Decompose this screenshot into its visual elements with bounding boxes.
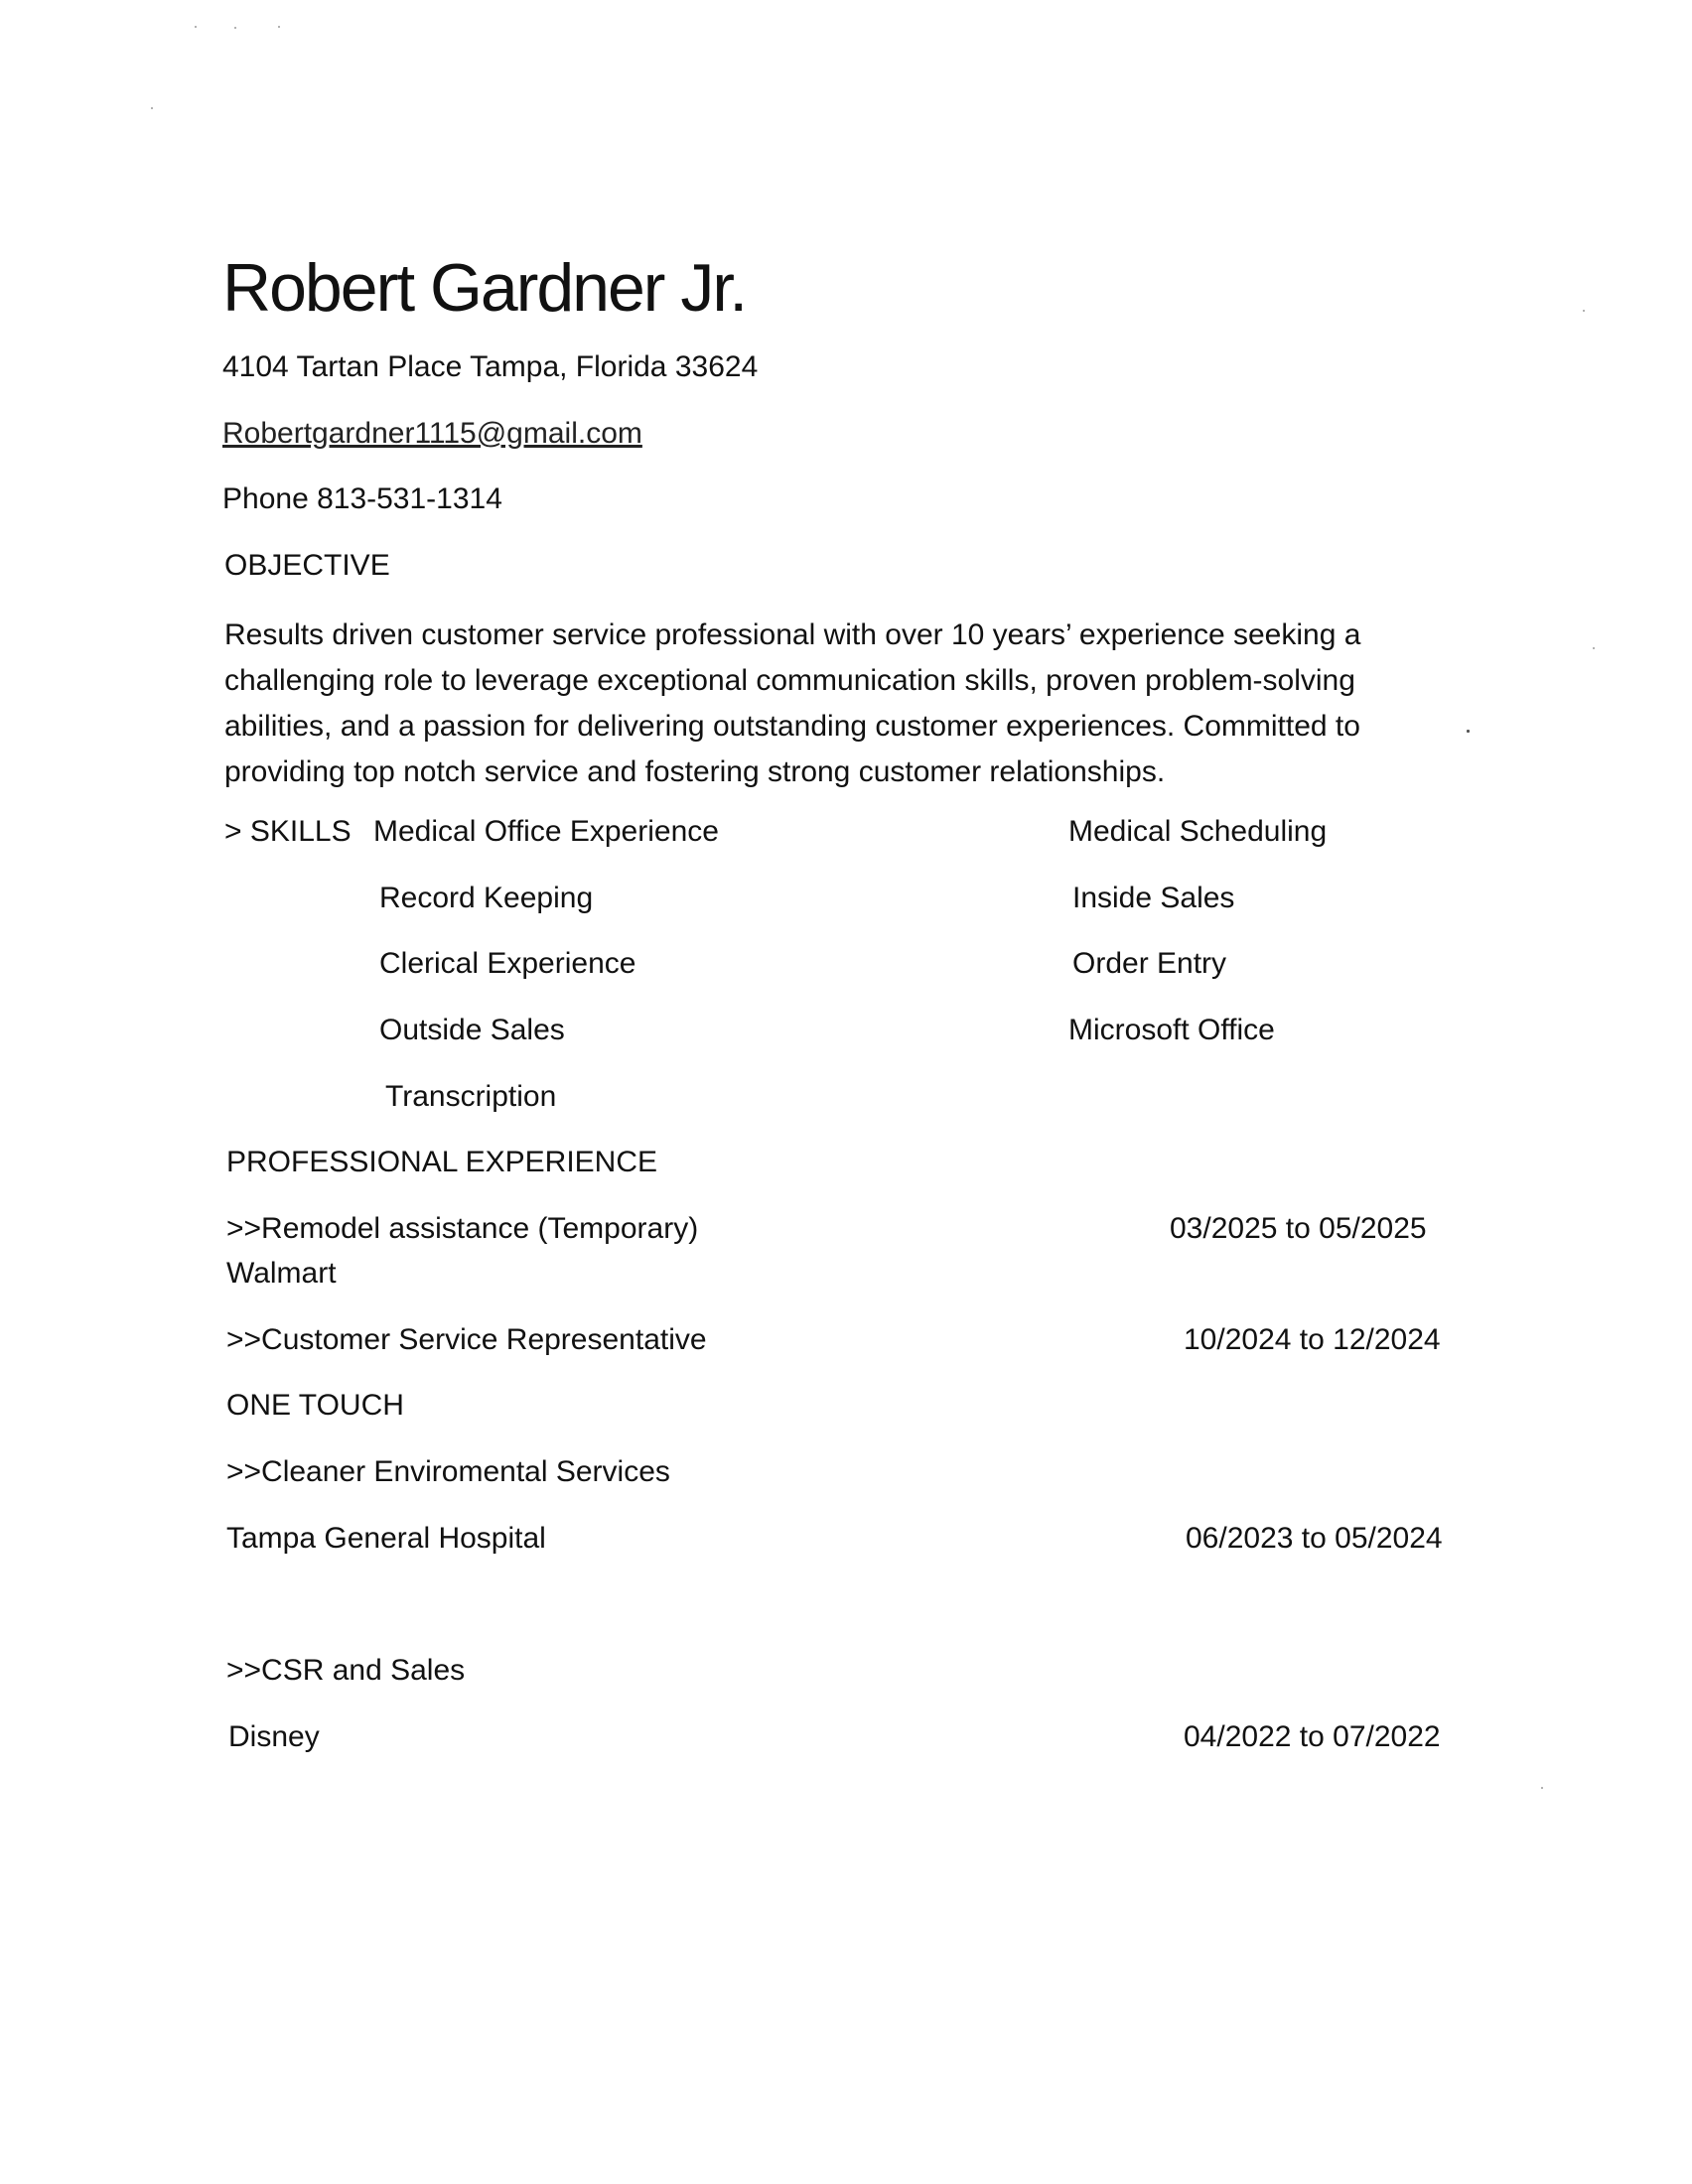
- scan-speck: [1541, 1787, 1543, 1789]
- skill-item: Inside Sales: [1072, 882, 1235, 914]
- job-dates: 06/2023 to 05/2024: [1186, 1522, 1443, 1555]
- job-dates: 04/2022 to 07/2022: [1184, 1720, 1441, 1753]
- skill-item: Microsoft Office: [1068, 1014, 1275, 1046]
- job-employer: Walmart: [226, 1257, 337, 1290]
- scan-speck: [234, 27, 236, 29]
- job-dates: 03/2025 to 05/2025: [1170, 1212, 1427, 1245]
- job-employer: ONE TOUCH: [226, 1389, 404, 1422]
- skill-item: Clerical Experience: [379, 947, 636, 980]
- skill-item: Medical Scheduling: [1068, 815, 1328, 848]
- scan-speck: [195, 26, 197, 28]
- email-link[interactable]: Robertgardner1115@gmail.com: [222, 417, 642, 450]
- job-title: >>CSR and Sales: [226, 1654, 466, 1687]
- objective-line: providing top notch service and fostering strong customer relationships.: [224, 755, 1166, 788]
- scan-speck: [151, 107, 153, 109]
- experience-heading: PROFESSIONAL EXPERIENCE: [226, 1146, 658, 1178]
- skill-item: Order Entry: [1072, 947, 1227, 980]
- scan-speck: [278, 26, 280, 28]
- objective-paragraph: [224, 613, 1466, 795]
- objective-line: Results driven customer service professional with over 10 years’ experience seeking a: [224, 618, 1361, 651]
- objective-line: abilities, and a passion for delivering outstanding customer experiences. Committed to: [224, 710, 1360, 743]
- skills-heading: > SKILLS: [224, 815, 352, 848]
- scan-speck: [1593, 647, 1595, 649]
- candidate-name: Robert Gardner Jr.: [222, 250, 747, 326]
- job-employer: Tampa General Hospital: [226, 1522, 546, 1555]
- skill-item: Transcription: [385, 1080, 557, 1113]
- skill-item: Record Keeping: [379, 882, 594, 914]
- objective-heading: OBJECTIVE: [224, 549, 390, 582]
- skill-item: Outside Sales: [379, 1014, 565, 1046]
- skill-item: Medical Office Experience: [373, 815, 719, 848]
- scan-speck: [1467, 730, 1470, 733]
- job-employer: Disney: [228, 1720, 320, 1753]
- address: 4104 Tartan Place Tampa, Florida 33624: [222, 350, 759, 383]
- job-dates: 10/2024 to 12/2024: [1184, 1323, 1441, 1356]
- job-title: >>Customer Service Representative: [226, 1323, 707, 1356]
- job-title: >>Remodel assistance (Temporary): [226, 1212, 699, 1245]
- job-title: >>Cleaner Enviromental Services: [226, 1455, 670, 1488]
- objective-line: challenging role to leverage exceptional communication skills, proven problem-solving: [224, 664, 1355, 697]
- phone-number: Phone 813-531-1314: [222, 482, 502, 515]
- scan-speck: [1583, 310, 1585, 312]
